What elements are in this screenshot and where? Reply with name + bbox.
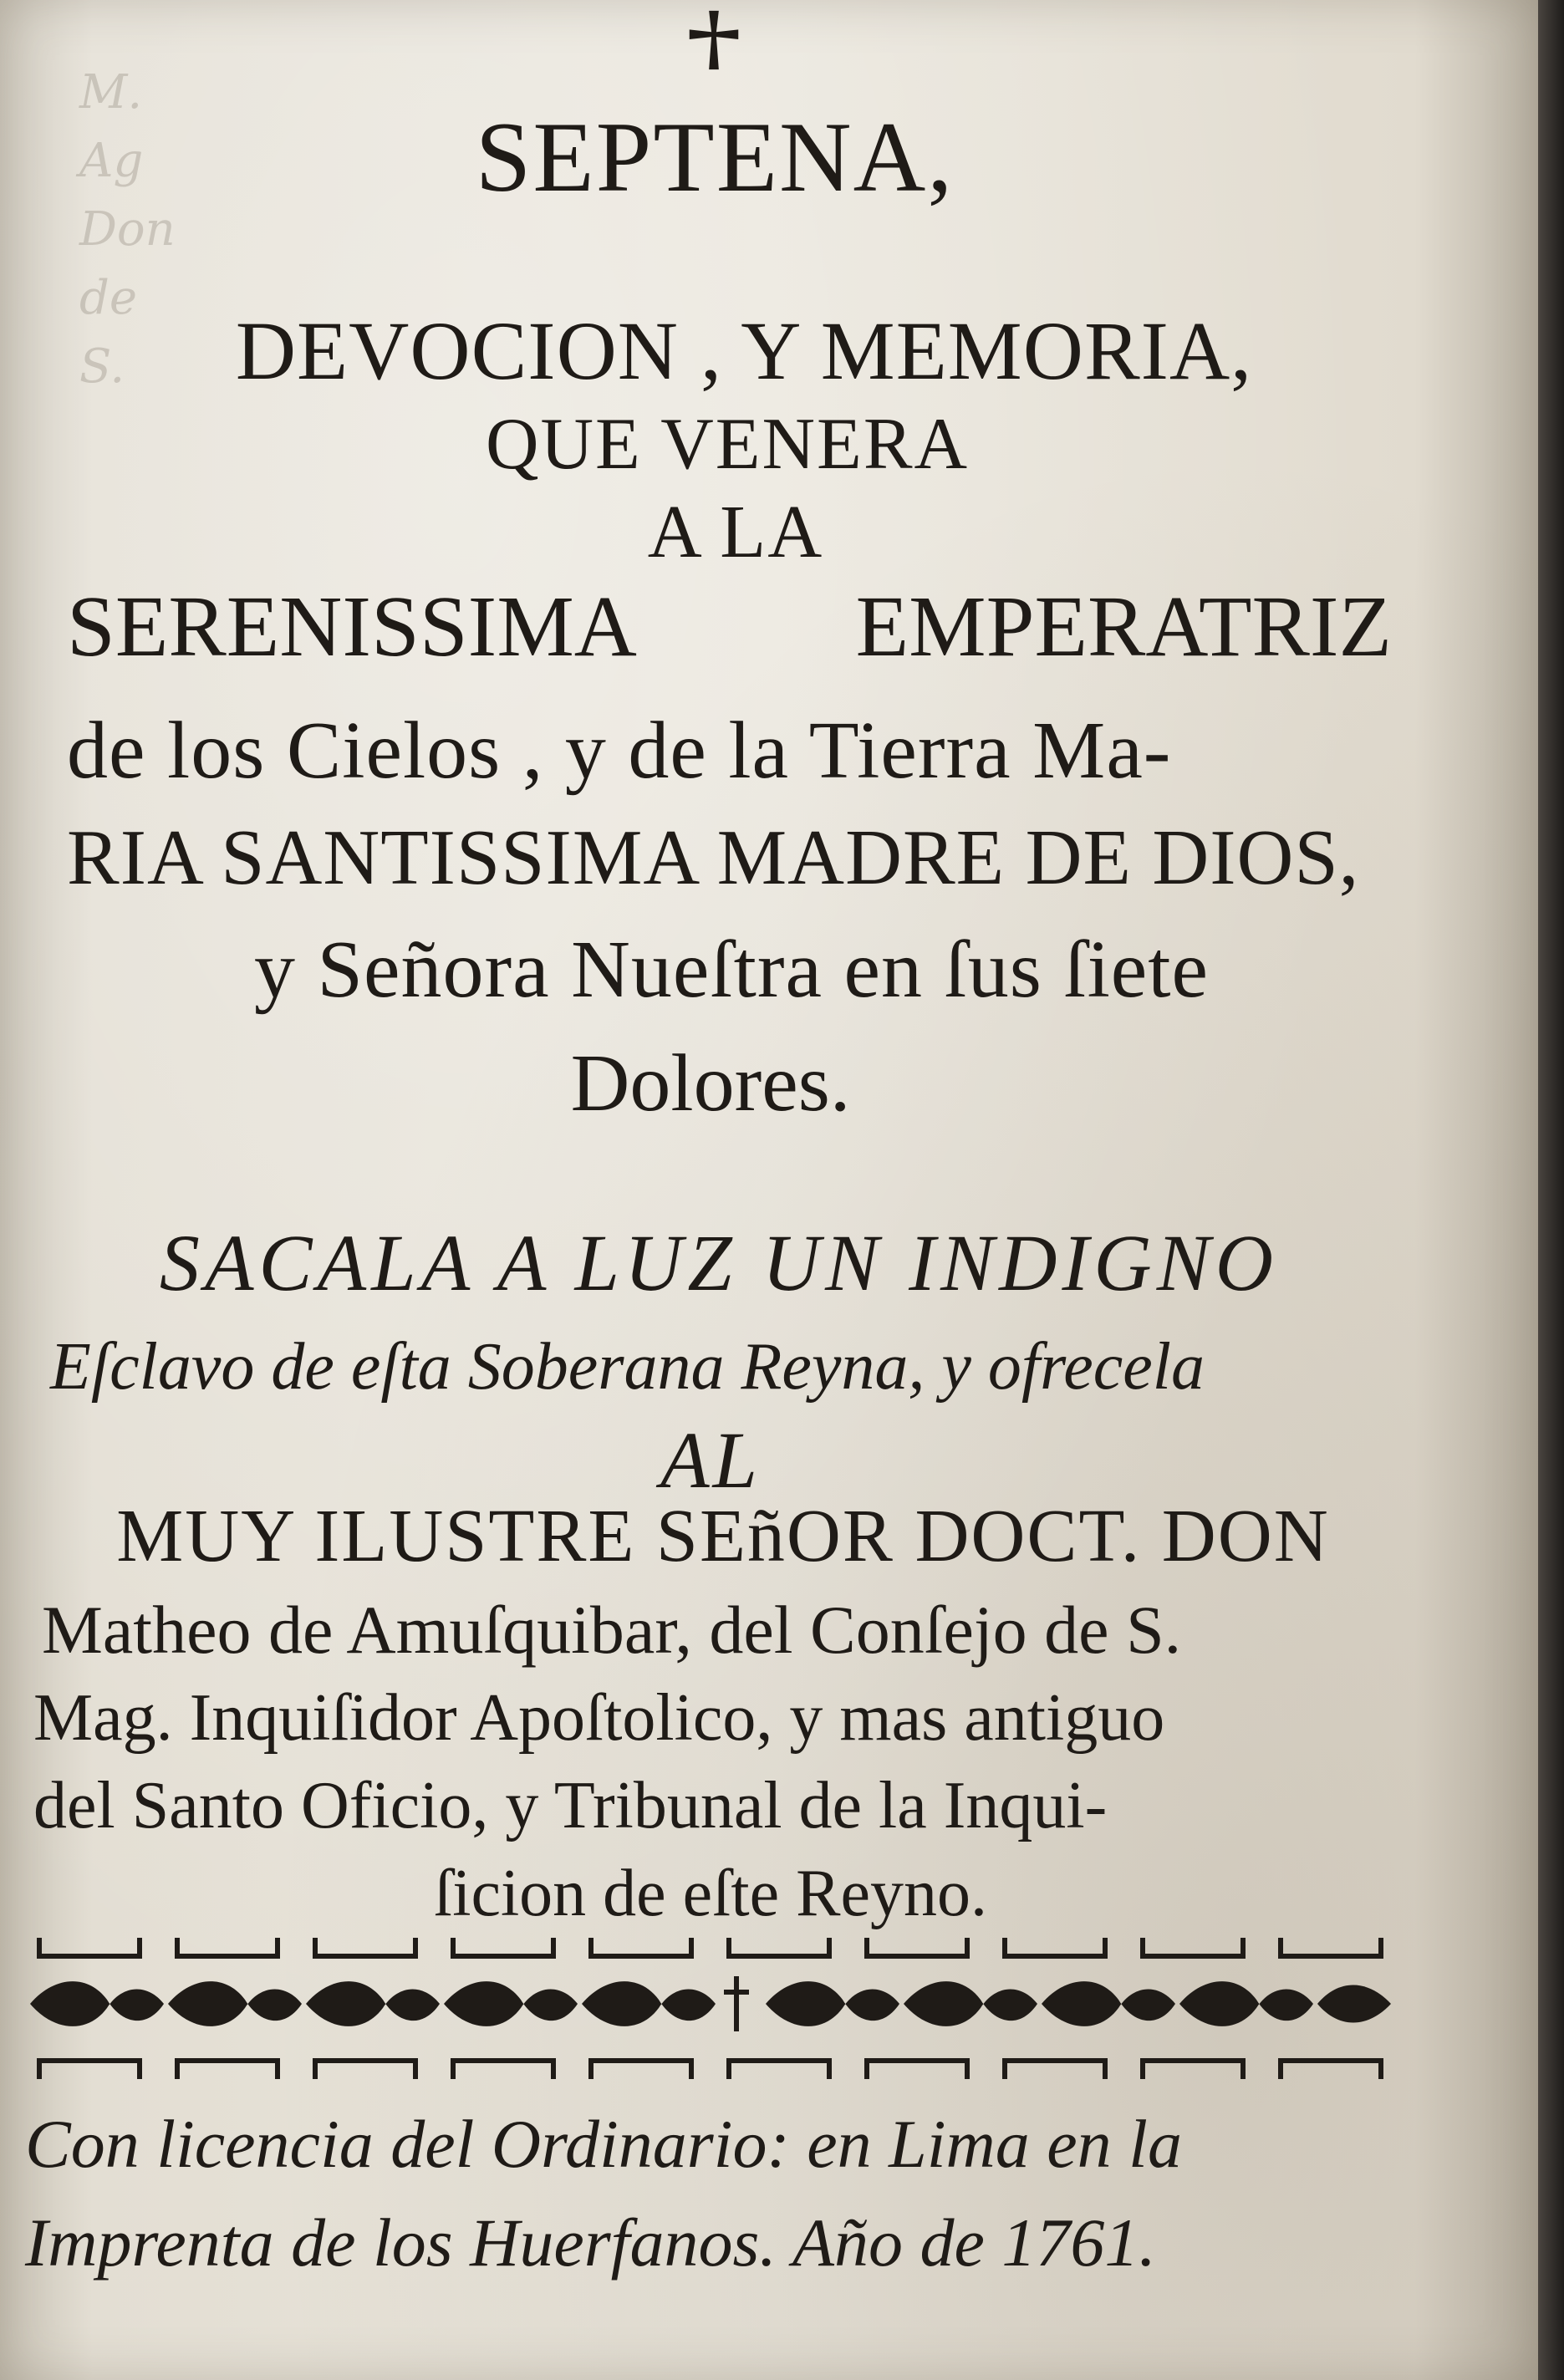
- dedication-line-5: Matheo de Amuſquibar, del Conſejo de S.: [42, 1592, 1182, 1668]
- dedication-line-6: Mag. Inquiſidor Apoſtolico, y mas antiguo: [33, 1681, 1165, 1755]
- title-line-9: Dolores.: [570, 1038, 851, 1129]
- page-title: SEPTENA,: [475, 101, 955, 212]
- top-bracket-rule: [35, 1931, 1389, 1965]
- title-line-5: [67, 577, 1392, 677]
- imprint-line-1: Con licencia del Ordinario: en Lima en la: [25, 2106, 1182, 2182]
- dedication-line-3: AL: [660, 1415, 762, 1505]
- title-line-2: DEVOCION , Y MEMORIA,: [235, 304, 1253, 397]
- title-word: SERENISSIMA: [67, 578, 637, 675]
- imprint-line-2: Imprenta de los Huerfanos. Año de 1761.: [25, 2204, 1156, 2281]
- dedication-line-8: ſicion de eſte Reyno.: [433, 1857, 988, 1930]
- title-line-6: de los Cielos , y de la Tierra Ma-: [67, 706, 1172, 796]
- dedication-line-7: del Santo Oficio, y Tribunal de la Inqui-: [33, 1769, 1108, 1842]
- title-word: EMPERATRIZ: [855, 578, 1392, 675]
- title-line-8: y Señora Nueſtra en ſus ſiete: [253, 925, 1210, 1015]
- margin-inscription-line: M. Ag: [79, 65, 144, 188]
- margin-inscription-line: Don: [79, 202, 176, 257]
- margin-inscription: [79, 59, 196, 394]
- cross-pattee-icon: [681, 7, 746, 74]
- book-spine-edge: [1538, 0, 1564, 2380]
- margin-inscription-line: de S.: [79, 271, 137, 394]
- dedication-line-4: MUY ILUSTRE SEñOR DOCT. DON: [116, 1495, 1330, 1577]
- title-line-7: RIA SANTISSIMA MADRE DE DIOS,: [67, 814, 1360, 901]
- typographic-ornament-band: [30, 1966, 1393, 2041]
- title-line-4: A LA: [647, 491, 824, 573]
- bottom-bracket-rule: [35, 2052, 1389, 2086]
- title-line-3: QUE VENERA: [485, 404, 970, 485]
- dedication-line-2: Eſclavo de eſta Soberana Reyna, y ofrecela: [50, 1330, 1205, 1404]
- dedication-line-1: SACALA A LUZ UN INDIGNO: [159, 1218, 1279, 1307]
